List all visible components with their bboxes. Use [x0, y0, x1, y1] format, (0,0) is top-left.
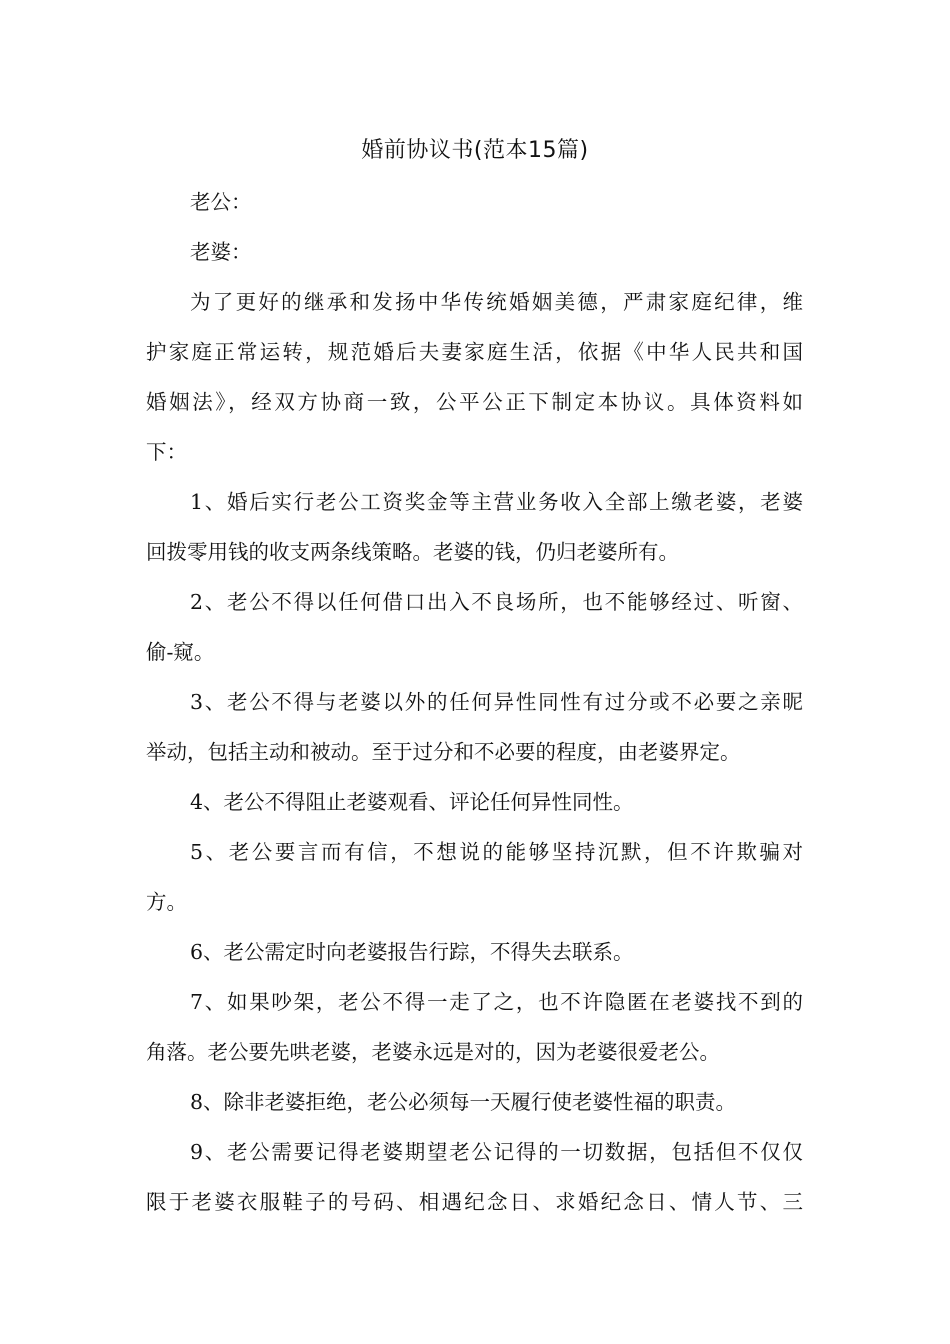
clause-line: 2、老公不得以任何借口出入不良场所，也不能够经过、听窗、	[190, 590, 803, 614]
clause-line: 7、如果吵架，老公不得一走了之，也不许隐匿在老婆找不到的	[190, 990, 803, 1014]
salutation-wife: 老婆：	[190, 240, 252, 264]
clause-line: 4、老公不得阻止老婆观看、评论任何异性同性。	[190, 790, 634, 814]
clause-line: 8、除非老婆拒绝，老公必须每一天履行使老婆性福的职责。	[190, 1090, 737, 1114]
paragraph-line: 护家庭正常运转，规范婚后夫妻家庭生活，依据《中华人民共和国	[146, 340, 803, 364]
paragraph-line: 下：	[146, 440, 187, 464]
clause-line: 9、老公需要记得老婆期望老公记得的一切数据，包括但不仅仅	[190, 1140, 803, 1164]
clause-line: 1、婚后实行老公工资奖金等主营业务收入全部上缴老婆，老婆	[190, 490, 803, 514]
paragraph-line: 为了更好的继承和发扬中华传统婚姻美德，严肃家庭纪律，维	[190, 290, 803, 314]
clause-line: 6、老公需定时向老婆报告行踪，不得失去联系。	[190, 940, 634, 964]
clause-line: 角落。老公要先哄老婆，老婆永远是对的，因为老婆很爱老公。	[146, 1040, 720, 1064]
clause-line: 3、老公不得与老婆以外的任何异性同性有过分或不必要之亲昵	[190, 690, 803, 714]
clause-line: 偷-窥。	[146, 640, 215, 664]
salutation-husband: 老公：	[190, 190, 252, 214]
clause-line: 5、老公要言而有信，不想说的能够坚持沉默，但不许欺骗对	[190, 840, 803, 864]
clause-line: 举动，包括主动和被动。至于过分和不必要的程度，由老婆界定。	[146, 740, 741, 764]
clause-line: 方。	[146, 890, 187, 914]
document-title: 婚前协议书(范本15篇)	[361, 138, 589, 163]
paragraph-line: 婚姻法》，经双方协商一致，公平公正下制定本协议。具体资料如	[146, 390, 803, 414]
clause-line: 限于老婆衣服鞋子的号码、相遇纪念日、求婚纪念日、情人节、三	[146, 1190, 803, 1214]
clause-line: 回拨零用钱的收支两条线策略。老婆的钱，仍归老婆所有。	[146, 540, 679, 564]
